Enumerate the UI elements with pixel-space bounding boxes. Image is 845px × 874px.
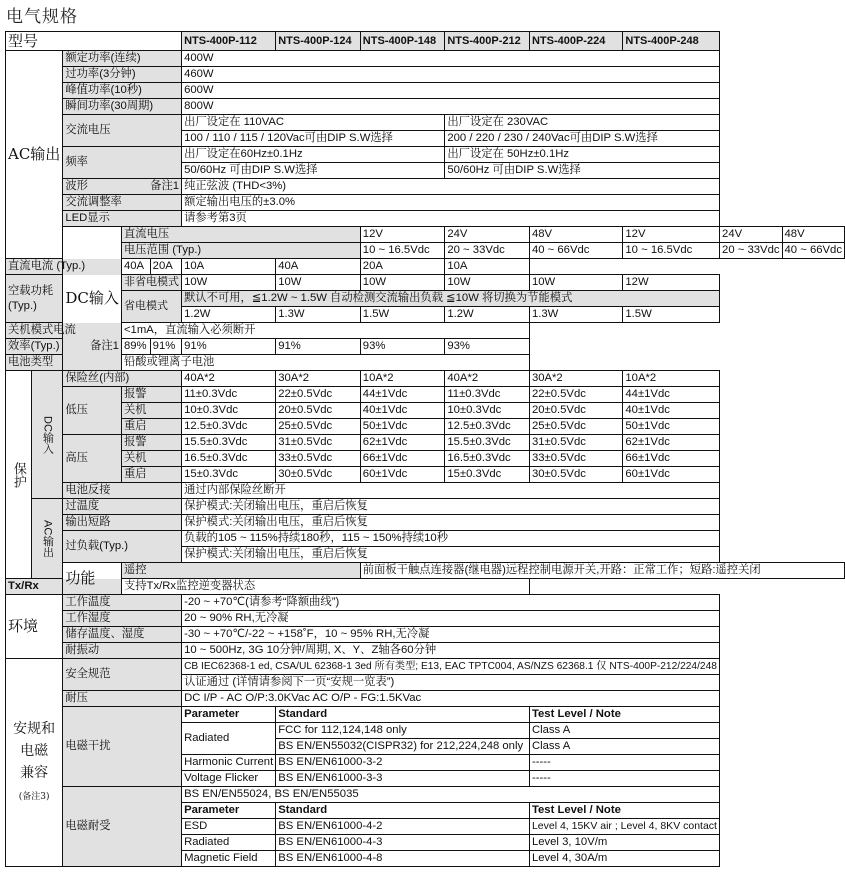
label-emi: 电磁干扰	[63, 707, 182, 787]
label-high-alarm: 报警	[121, 435, 181, 451]
high-restart-2: 30±0.5Vdc	[276, 467, 361, 483]
no-load-label-typ: (Typ.)	[8, 299, 37, 312]
emi-harmonic-level: -----	[529, 755, 719, 771]
row-overload	[6, 531, 845, 547]
low-alarm-1: 11±0.3Vdc	[182, 387, 276, 403]
emi-radiated-label: Radiated	[182, 723, 276, 755]
high-shutdown-3: 66±1Vdc	[360, 451, 445, 467]
label-fuse: 保险丝(内部)	[63, 371, 182, 387]
label-frequency: 频率	[63, 147, 182, 179]
label-surge-power: 瞬间功率(30周期)	[63, 99, 182, 115]
label-txrx: Tx/Rx	[6, 579, 122, 595]
emi-harmonic-standard: BS EN/EN61000-3-2	[276, 755, 530, 771]
row-reverse	[6, 483, 845, 499]
emi-radiated-level-2: Class A	[529, 739, 719, 755]
row-work-temp	[6, 595, 845, 611]
value-overload-1: 负载的105 ~ 115%持续180秒，115 ~ 150%持续10秒	[182, 531, 720, 547]
label-high-voltage: 高压	[63, 435, 122, 483]
save-3: 1.5W	[360, 307, 445, 323]
row-low-shutdown	[6, 403, 845, 419]
row-no-load-nonsave	[6, 275, 845, 291]
header-row	[6, 32, 845, 51]
row-vibration	[6, 643, 845, 659]
row-txrx	[6, 579, 845, 595]
value-safety-2: 认证通过 (详情请参阅下一页“安规一览表”)	[182, 675, 720, 691]
efficiency-3: 91%	[182, 339, 276, 355]
value-work-humidity: 20 ~ 90% RH,无冷凝	[182, 611, 720, 627]
value-rated-power: 400W	[182, 51, 720, 67]
spec-table	[5, 31, 845, 867]
high-restart-6: 60±1Vdc	[623, 467, 720, 483]
save-4: 1.2W	[445, 307, 530, 323]
section-dc-input: DC输入	[63, 227, 122, 371]
value-remote: 前面板干触点连接器(继电器)远程控制电源开关,开路：正常工作；短路:遥控关闭	[360, 563, 844, 579]
emi-radiated-standard-2: BS EN/EN55032(CISPR32) for 212,224,248 only	[276, 739, 530, 755]
frequency-default-1xx: 出厂设定在60Hz±0.1Hz	[182, 147, 445, 163]
fuse-2: 30A*2	[276, 371, 361, 387]
ac-voltage-select-2xx: 200 / 220 / 230 / 240Vac可由DIP S.W选择	[445, 131, 720, 147]
low-restart-3: 50±1Vdc	[360, 419, 445, 435]
ems-esd-standard: BS EN/EN61000-4-2	[276, 819, 530, 835]
safety-emc-line-1: 安规和	[13, 720, 56, 737]
row-frequency	[6, 147, 845, 163]
emi-flicker-standard: BS EN/EN61000-3-3	[276, 771, 530, 787]
emi-radiated-level-1: Class A	[529, 723, 719, 739]
section-protection: 保护	[6, 371, 32, 579]
efficiency-2: 91%	[150, 339, 181, 355]
high-restart-3: 60±1Vdc	[360, 467, 445, 483]
high-alarm-3: 62±1Vdc	[360, 435, 445, 451]
value-vibration: 10 ~ 500Hz, 3G 10分钟/周期, X、Y、Z轴各60分钟	[182, 643, 720, 659]
value-led: 请参考第3页	[182, 211, 720, 227]
dc-current-5: 20A	[360, 259, 445, 275]
row-regulation	[6, 195, 845, 211]
value-overload-2: 保护模式:关闭输出电压，重启后恢复	[182, 547, 720, 563]
row-no-load-save-note	[6, 291, 845, 307]
protection-dc-input-label: DC输入	[31, 371, 63, 499]
emi-flicker-level: -----	[529, 771, 719, 787]
label-peak-power: 峰值功率(10秒)	[63, 83, 182, 99]
low-shutdown-6: 40±1Vdc	[623, 403, 720, 419]
ems-magnetic-level: Level 4, 30A/m	[529, 851, 719, 867]
row-off-current	[6, 323, 845, 339]
value-overload-power: 460W	[182, 67, 720, 83]
label-short: 输出短路	[63, 515, 182, 531]
label-remote: 遥控	[121, 563, 360, 579]
row-overload-power	[6, 67, 845, 83]
low-alarm-5: 22±0.5Vdc	[529, 387, 622, 403]
emi-head-parameter: Parameter	[182, 707, 276, 723]
high-restart-4: 15±0.3Vdc	[445, 467, 530, 483]
section-environment: 环境	[6, 595, 63, 659]
row-withstand	[6, 691, 845, 707]
low-alarm-4: 11±0.3Vdc	[445, 387, 530, 403]
fuse-3: 10A*2	[360, 371, 445, 387]
label-storage: 储存温度、湿度	[63, 627, 182, 643]
ac-voltage-select-1xx: 100 / 110 / 115 / 120Vac可由DIP S.W选择	[182, 131, 445, 147]
low-shutdown-3: 40±1Vdc	[360, 403, 445, 419]
ems-esd-parameter: ESD	[182, 819, 276, 835]
safety-emc-line-2: 电磁	[20, 742, 49, 759]
low-alarm-2: 22±0.5Vdc	[276, 387, 361, 403]
ac-voltage-default-2xx: 出厂设定在 230VAC	[445, 115, 720, 131]
row-high-restart	[6, 467, 845, 483]
label-reverse: 电池反接	[63, 483, 182, 499]
high-shutdown-5: 33±0.5Vdc	[529, 451, 622, 467]
label-low-voltage: 低压	[63, 387, 122, 435]
label-high-restart: 重启	[121, 467, 181, 483]
value-work-temp: -20 ~ +70℃(请参考“降额曲线”)	[182, 595, 720, 611]
low-shutdown-5: 20±0.5Vdc	[529, 403, 622, 419]
value-reverse: 通过内部保险丝断开	[182, 483, 720, 499]
row-work-humidity	[6, 611, 845, 627]
nonsave-5: 10W	[529, 275, 622, 291]
protection-ac-output-label: AC输出	[31, 499, 63, 579]
label-vibration: 耐振动	[63, 643, 182, 659]
value-over-temp: 保护模式:关闭输出电压，重启后恢复	[182, 499, 720, 515]
row-ac-voltage	[6, 115, 845, 131]
dc-current-4: 40A	[276, 259, 361, 275]
label-regulation: 交流调整率	[63, 195, 182, 211]
value-off-current: <1mA，直流输入必须断开	[121, 323, 529, 339]
nonsave-4: 10W	[445, 275, 530, 291]
model-2: NTS-400P-124	[276, 32, 361, 51]
low-restart-5: 25±0.5Vdc	[529, 419, 622, 435]
fuse-1: 40A*2	[182, 371, 276, 387]
voltage-range-5: 20 ~ 33Vdc	[720, 243, 782, 259]
high-shutdown-2: 33±0.5Vdc	[276, 451, 361, 467]
row-dc-current	[6, 259, 845, 275]
row-fuse	[6, 371, 845, 387]
label-ac-voltage: 交流电压	[63, 115, 182, 147]
dc-current-3: 10A	[182, 259, 276, 275]
emi-head-standard: Standard	[276, 707, 530, 723]
safety-emc-line-3: 兼容	[20, 764, 49, 781]
label-waveform	[63, 179, 182, 195]
label-overload: 过负载(Typ.)	[63, 531, 182, 563]
high-shutdown-6: 66±1Vdc	[623, 451, 720, 467]
model-3: NTS-400P-148	[360, 32, 445, 51]
row-ems-title	[6, 787, 845, 803]
value-surge-power: 800W	[182, 99, 720, 115]
label-high-shutdown: 关机	[121, 451, 181, 467]
label-safety: 安全规范	[63, 659, 182, 691]
value-txrx: 支持Tx/Rx监控逆变器状态	[121, 579, 529, 595]
low-restart-1: 12.5±0.3Vdc	[182, 419, 276, 435]
ems-radiated-level: Level 3, 10V/m	[529, 835, 719, 851]
save-6: 1.5W	[623, 307, 720, 323]
value-storage: -30 ~ +70℃/-22 ~ +158˚F，10 ~ 95% RH,无冷凝	[182, 627, 720, 643]
high-alarm-5: 31±0.5Vdc	[529, 435, 622, 451]
value-waveform: 纯正弦波 (THD<3%)	[182, 179, 720, 195]
voltage-range-1: 10 ~ 16.5Vdc	[360, 243, 445, 259]
efficiency-label-text: 效率(Typ.)	[8, 340, 60, 352]
frequency-default-2xx: 出厂设定在 50Hz±0.1Hz	[445, 147, 720, 163]
voltage-range-2: 20 ~ 33Vdc	[445, 243, 530, 259]
page-title: 电气规格	[6, 7, 78, 27]
safety-emc-note: (备注3)	[18, 791, 50, 802]
dc-current-1: 40A	[121, 259, 150, 275]
high-restart-1: 15±0.3Vdc	[182, 467, 276, 483]
row-remote	[6, 563, 845, 579]
row-low-alarm	[6, 387, 845, 403]
label-save-mode: 省电模式	[121, 291, 181, 323]
label-low-alarm: 报警	[121, 387, 181, 403]
label-low-shutdown: 关机	[121, 403, 181, 419]
ems-title: BS EN/EN55024, BS EN/EN55035	[182, 787, 720, 803]
row-low-restart	[6, 419, 845, 435]
row-surge-power	[6, 99, 845, 115]
low-restart-6: 50±1Vdc	[623, 419, 720, 435]
row-emi-head	[6, 707, 845, 723]
high-restart-5: 30±0.5Vdc	[529, 467, 622, 483]
dc-voltage-2: 24V	[445, 227, 530, 243]
nonsave-2: 10W	[276, 275, 361, 291]
value-battery-type: 铅酸或锂离子电池	[121, 355, 529, 371]
frequency-select-1xx: 50/60Hz 可由DIP S.W选择	[182, 163, 445, 179]
label-voltage-range: 电压范围 (Typ.)	[121, 243, 360, 259]
high-shutdown-4: 16.5±0.3Vdc	[445, 451, 530, 467]
low-shutdown-1: 10±0.3Vdc	[182, 403, 276, 419]
dc-voltage-5: 24V	[720, 227, 782, 243]
efficiency-1: 89%	[121, 339, 150, 355]
fuse-5: 30A*2	[529, 371, 622, 387]
row-battery-type	[6, 355, 845, 371]
label-work-humidity: 工作湿度	[63, 611, 182, 627]
save-mode-note: 默认不可用，≦1.2W ~ 1.5W 自动检测交流输出负载 ≦10W 将切换为节能模式	[182, 291, 720, 307]
value-withstand: DC I/P - AC O/P:3.0KVac AC O/P - FG:1.5KVac	[182, 691, 720, 707]
label-no-load	[6, 275, 63, 323]
high-alarm-4: 15.5±0.3Vdc	[445, 435, 530, 451]
high-shutdown-1: 16.5±0.3Vdc	[182, 451, 276, 467]
row-short	[6, 515, 845, 531]
ems-head-standard: Standard	[276, 803, 530, 819]
high-alarm-2: 31±0.5Vdc	[276, 435, 361, 451]
efficiency-4: 91%	[276, 339, 361, 355]
waveform-label-text: 波形	[65, 180, 88, 192]
ems-magnetic-standard: BS EN/EN61000-4-8	[276, 851, 530, 867]
emi-flicker-parameter: Voltage Flicker	[182, 771, 276, 787]
save-1: 1.2W	[182, 307, 276, 323]
label-ems: 电磁耐受	[63, 787, 182, 867]
label-dc-voltage: 直流电压	[121, 227, 360, 243]
label-efficiency	[6, 339, 122, 355]
no-load-label-text: 空载功耗	[8, 284, 54, 297]
row-over-temp	[6, 499, 845, 515]
row-storage	[6, 627, 845, 643]
model-6: NTS-400P-248	[623, 32, 720, 51]
low-alarm-3: 44±1Vdc	[360, 387, 445, 403]
high-alarm-6: 62±1Vdc	[623, 435, 720, 451]
ems-radiated-standard: BS EN/EN61000-4-3	[276, 835, 530, 851]
save-5: 1.3W	[529, 307, 622, 323]
nonsave-1: 10W	[182, 275, 276, 291]
row-efficiency	[6, 339, 845, 355]
high-alarm-1: 15.5±0.3Vdc	[182, 435, 276, 451]
low-shutdown-2: 20±0.5Vdc	[276, 403, 361, 419]
row-rated-power	[6, 51, 845, 67]
fuse-4: 40A*2	[445, 371, 530, 387]
emi-harmonic-parameter: Harmonic Current	[182, 755, 276, 771]
row-led	[6, 211, 845, 227]
dc-voltage-1: 12V	[360, 227, 445, 243]
label-nonsave-mode: 非省电模式	[121, 275, 181, 291]
section-function: 功能	[63, 563, 122, 595]
frequency-select-2xx: 50/60Hz 可由DIP S.W选择	[445, 163, 720, 179]
dc-voltage-3: 48V	[529, 227, 622, 243]
ac-voltage-default-1xx: 出厂设定在 110VAC	[182, 115, 445, 131]
row-voltage-range	[6, 243, 845, 259]
ems-head-level: Test Level / Note	[529, 803, 719, 819]
emi-head-level: Test Level / Note	[529, 707, 719, 723]
label-battery-type: 电池类型	[6, 355, 122, 371]
label-dc-current: 直流电流 (Typ.)	[6, 259, 122, 275]
low-shutdown-4: 10±0.3Vdc	[445, 403, 530, 419]
voltage-range-4: 10 ~ 16.5Vdc	[623, 243, 720, 259]
label-rated-power: 额定功率(连续)	[63, 51, 182, 67]
efficiency-6: 93%	[445, 339, 530, 355]
dc-current-2: 20A	[150, 259, 181, 275]
section-ac-output: AC输出	[6, 51, 63, 259]
ems-head-parameter: Parameter	[182, 803, 276, 819]
row-dc-voltage	[6, 227, 845, 243]
dc-voltage-4: 12V	[623, 227, 720, 243]
value-safety-1: CB IEC62368-1 ed, CSA/UL 62368-1 3ed 所有类型; E13, EAC TPTC004, AS/NZS 62368.1 仅 NTS-400P-212/224/248	[182, 659, 720, 675]
efficiency-note: 备注1	[90, 340, 119, 352]
label-low-restart: 重启	[121, 419, 181, 435]
label-led: LED显示	[63, 211, 182, 227]
emi-radiated-standard-1: FCC for 112,124,148 only	[276, 723, 530, 739]
header-label: 型号	[6, 32, 182, 51]
voltage-range-3: 40 ~ 66Vdc	[529, 243, 622, 259]
nonsave-3: 10W	[360, 275, 445, 291]
label-off-current: 关机模式电流	[6, 323, 122, 339]
dc-current-6: 10A	[445, 259, 530, 275]
model-4: NTS-400P-212	[445, 32, 530, 51]
ems-radiated-parameter: Radiated	[182, 835, 276, 851]
row-peak-power	[6, 83, 845, 99]
efficiency-5: 93%	[360, 339, 445, 355]
low-alarm-6: 44±1Vdc	[623, 387, 720, 403]
ems-esd-level: Level 4, 15KV air ; Level 4, 8KV contact	[529, 819, 719, 835]
dc-voltage-6: 48V	[782, 227, 844, 243]
model-1: NTS-400P-112	[182, 32, 276, 51]
label-work-temp: 工作温度	[63, 595, 182, 611]
save-2: 1.3W	[276, 307, 361, 323]
label-withstand: 耐压	[63, 691, 182, 707]
row-high-alarm	[6, 435, 845, 451]
row-high-shutdown	[6, 451, 845, 467]
value-peak-power: 600W	[182, 83, 720, 99]
voltage-range-6: 40 ~ 66Vdc	[782, 243, 844, 259]
model-5: NTS-400P-224	[529, 32, 622, 51]
label-over-temp: 过温度	[63, 499, 182, 515]
low-restart-2: 25±0.5Vdc	[276, 419, 361, 435]
row-waveform	[6, 179, 845, 195]
nonsave-6: 12W	[623, 275, 720, 291]
ems-magnetic-parameter: Magnetic Field	[182, 851, 276, 867]
waveform-note: 备注1	[150, 180, 180, 192]
value-regulation: 额定输出电压的±3.0%	[182, 195, 720, 211]
value-short: 保护模式:关闭输出电压，重启后恢复	[182, 515, 720, 531]
row-safety-1	[6, 659, 845, 675]
section-safety-emc	[6, 659, 63, 867]
fuse-6: 10A*2	[623, 371, 720, 387]
label-overload-power: 过功率(3分钟)	[63, 67, 182, 83]
low-restart-4: 12.5±0.3Vdc	[445, 419, 530, 435]
